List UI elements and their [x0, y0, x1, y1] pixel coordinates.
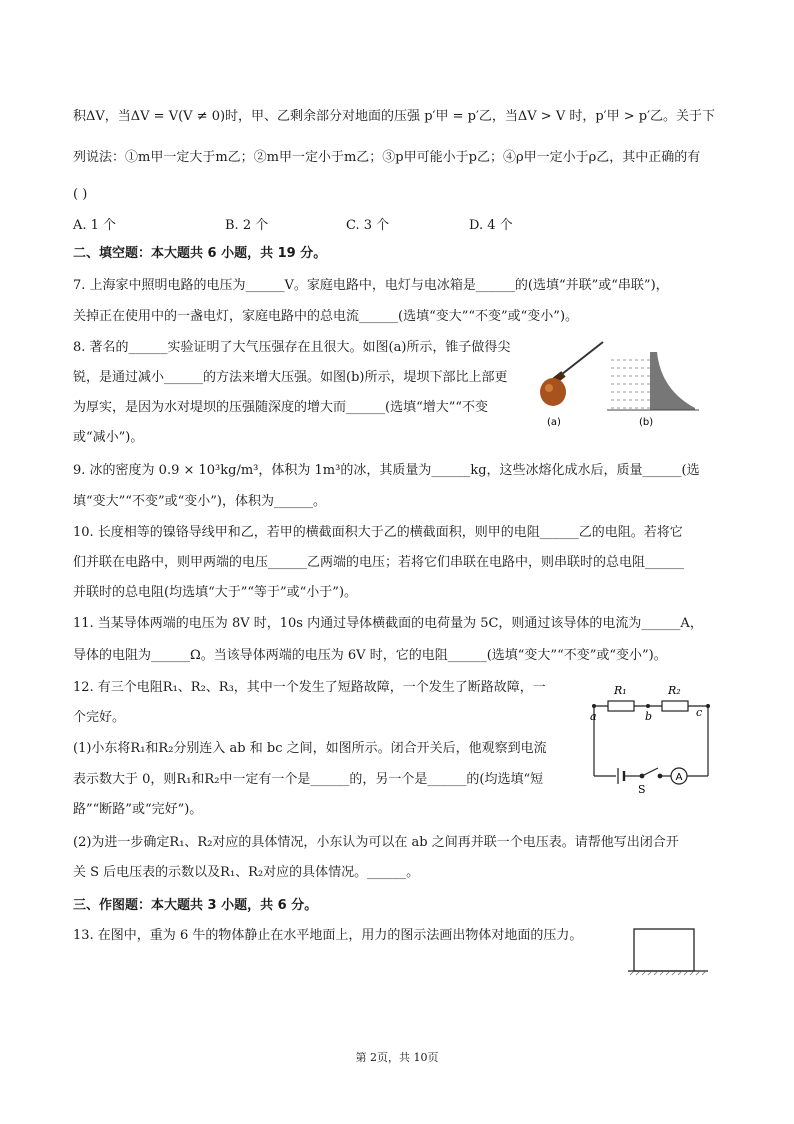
q8-line-3: 为厚实，是因为水对堤坝的压强随深度的增大而______(选填“增大”“不变: [73, 400, 489, 415]
resistor-r2: [662, 701, 688, 711]
object-block: [634, 929, 694, 971]
q11-line-2: 导体的电阻为______Ω。当该导体两端的电压为 6V 时，它的电阻______(选填“变大”“不变”或“变小”)。: [73, 648, 667, 663]
q12-circuit-diagram: [578, 676, 718, 796]
q13-line-1: 13. 在图中，重为 6 牛的物体静止在水平地面上，用力的图示法画出物体对地面的压力。: [73, 928, 583, 943]
q8-line-1: 8. 著名的______实验证明了大气压强存在且很大。如图(a)所示，锥子做得尖: [73, 340, 511, 355]
dam-drawing: [607, 352, 699, 410]
awl-drawing: [540, 342, 603, 406]
ammeter-label: A: [675, 772, 683, 783]
node-c-label: c: [696, 706, 703, 719]
node-b-label: b: [645, 710, 653, 723]
battery-symbol: [618, 768, 630, 784]
q12-line-4: 表示数大于 0，则R₁和R₂中一定有一个是______的，另一个是______的(均选填“短: [73, 772, 544, 787]
q8-line-4: 或“减小”)。: [73, 430, 144, 445]
section-3-heading: 三、作图题：本大题共 3 小题，共 6 分。: [73, 898, 318, 913]
q7-line-2: 关掉正在使用中的一盏电灯，家庭电路中的总电流______(选填“变大”“不变”或“变小”)。: [73, 309, 579, 324]
q12-line-5: 路”“断路”或“完好”)。: [73, 802, 203, 817]
q9-line-2: 填“变大”“不变”或“变小”)，体积为______。: [73, 494, 326, 509]
q10-line-3: 并联时的总电阻(均选填“大于”“等于”或“小于”)。: [73, 585, 358, 600]
fig-a-label: (a): [547, 417, 561, 428]
q9-line-1: 9. 冰的密度为 0.9 × 10³kg/m³，体积为 1m³的冰，其质量为______kg，这些冰熔化成水后，质量______(选: [73, 463, 700, 478]
page-footer: 第 2页，共 10页: [355, 1051, 439, 1064]
q12-line-3: (1)小东将R₁和R₂分别连入 ab 和 bc 之间，如图所示。闭合开关后，他观察到电流: [73, 741, 547, 756]
section-2-heading: 二、填空题：本大题共 6 小题，共 19 分。: [73, 246, 327, 261]
q13-object-figure: [628, 925, 712, 977]
r1-label: R₁: [614, 684, 627, 697]
q11-line-1: 11. 当某导体两端的电压为 8V 时，10s 内通过导体横截面的电荷量为 5C，则通过该导体的电流为______A，: [73, 616, 703, 631]
q8-figure: [535, 338, 715, 430]
q10-line-2: 们并联在电路中，则甲两端的电压______乙两端的电压；若将它们串联在电路中，则串联时的总电阻______: [73, 555, 685, 570]
resistor-r1: [608, 701, 634, 711]
q6-option-d: D. 4 个: [469, 218, 513, 233]
q6-line-1: 积ΔV，当ΔV = V(V ≠ 0)时，甲、乙剩余部分对地面的压强 p′甲 = p′乙，当ΔV > V 时，p′甲 > p′乙。关于下: [73, 109, 716, 124]
q7-line-1: 7. 上海家中照明电路的电压为______V。家庭电路中，电灯与电冰箱是______的(选填“并联”或“串联”)，: [73, 278, 669, 293]
fig-b-label: (b): [639, 417, 654, 428]
q12-line-1: 12. 有三个电阻R₁、R₂、R₃，其中一个发生了短路故障，一个发生了断路故障，一: [73, 680, 546, 695]
q10-line-1: 10. 长度相等的镍铬导线甲和乙，若甲的横截面积大于乙的横截面积，则甲的电阻______乙的电阻。若将它: [73, 525, 683, 540]
q6-option-a: A. 1 个: [73, 218, 117, 233]
q6-option-b: B. 2 个: [225, 218, 269, 233]
q6-line-2: 列说法：①m甲一定大于m乙；②m甲一定小于m乙；③p甲可能小于p乙；④ρ甲一定小于ρ乙，其中正确的有: [73, 150, 701, 165]
q12-line-6: (2)为进一步确定R₁、R₂对应的具体情况，小东认为可以在 ab 之间再并联一个电压表。请帮他写出闭合开: [73, 835, 679, 850]
q8-line-2: 锐，是通过减小______的方法来增大压强。如图(b)所示，堤坝下部比上部更: [73, 370, 508, 385]
node-a-label: a: [590, 710, 597, 723]
switch-symbol: [640, 768, 662, 778]
q12-line-2: 个完好。: [73, 710, 126, 725]
q12-line-7: 关 S 后电压表的示数以及R₁、R₂对应的具体情况。______。: [73, 865, 420, 880]
switch-label: S: [638, 783, 646, 796]
r2-label: R₂: [668, 684, 681, 697]
q6-line-3: ( ): [73, 187, 88, 202]
q6-option-c: C. 3 个: [346, 218, 390, 233]
